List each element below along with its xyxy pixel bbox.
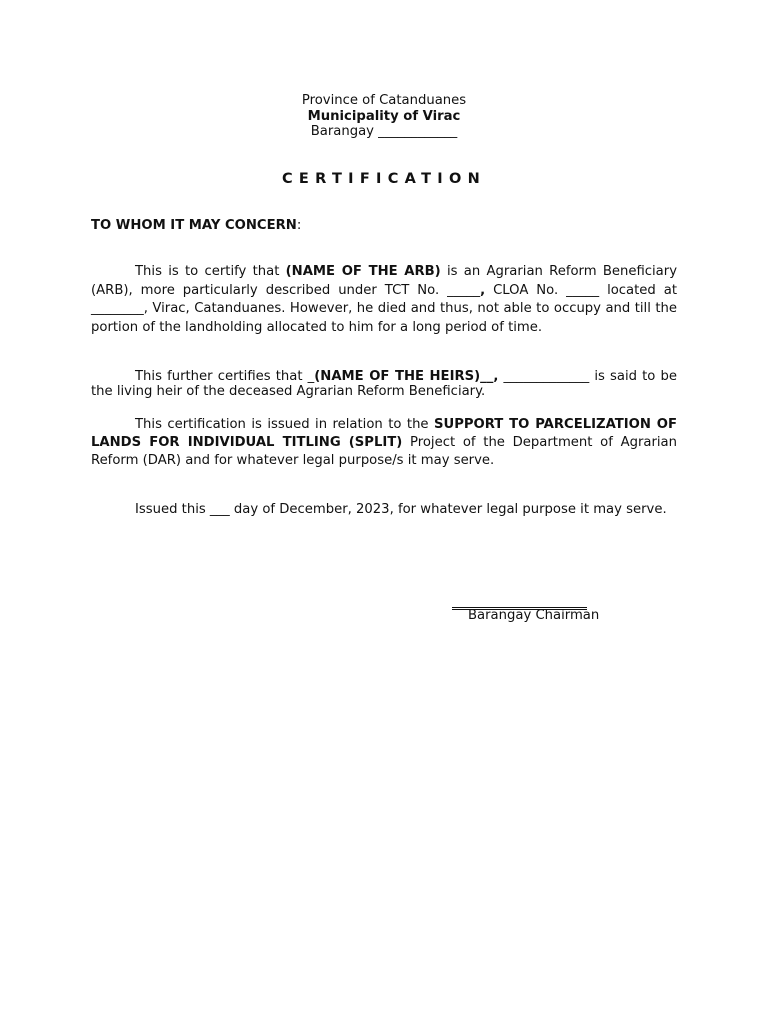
p1-part1: This is to certify that: [135, 264, 286, 279]
arb-name-placeholder: (NAME OF THE ARB): [285, 264, 441, 279]
p1-part3: CLOA No. _____ located at ________, Virac, Catanduanes. However, he died and thus, not able to occupy and till the portion of the landholding allocated to him for a long period of time.: [91, 282, 677, 335]
municipality-line: Municipality of Virac: [307, 108, 461, 124]
p2-part1: This further certifies that _: [135, 369, 315, 384]
signatory-title: Barangay Chairman: [468, 608, 600, 623]
salutation-text: TO WHOM IT MAY CONCERN: [91, 218, 297, 233]
salutation-colon: :: [296, 218, 302, 233]
paragraph-heirs: [91, 369, 677, 399]
paragraph-project: [91, 416, 677, 470]
p2-part2: _____________ is said to be the living heir of the deceased Agrarian Reform Beneficiary.: [91, 369, 677, 399]
project-name: SUPPORT TO PARCELIZATION OF LANDS FOR INDIVIDUAL TITLING (SPLIT): [91, 417, 677, 450]
p3-part1: This certification is issued in relation to the: [135, 417, 434, 432]
p1-comma: ,: [480, 282, 486, 298]
paragraph-arb: [91, 263, 677, 337]
heirs-name-placeholder: (NAME OF THE HEIRS)__,: [314, 369, 499, 384]
p3-part2: Project of the Department of Agrarian Reform (DAR) and for whatever legal purpose/s it may serve.: [91, 435, 677, 468]
document-header: [0, 93, 768, 140]
paragraph-issued: Issued this ___ day of December, 2023, for whatever legal purpose it may serve.: [135, 502, 667, 517]
province-line: Province of Catanduanes: [301, 93, 467, 108]
barangay-line: Barangay ____________: [310, 124, 458, 139]
document-title: CERTIFICATION: [281, 171, 487, 187]
salutation: [91, 218, 301, 233]
p1-part2: is an Agrarian Reform Beneficiary (ARB), more particularly described under TCT No. _____: [91, 264, 677, 298]
